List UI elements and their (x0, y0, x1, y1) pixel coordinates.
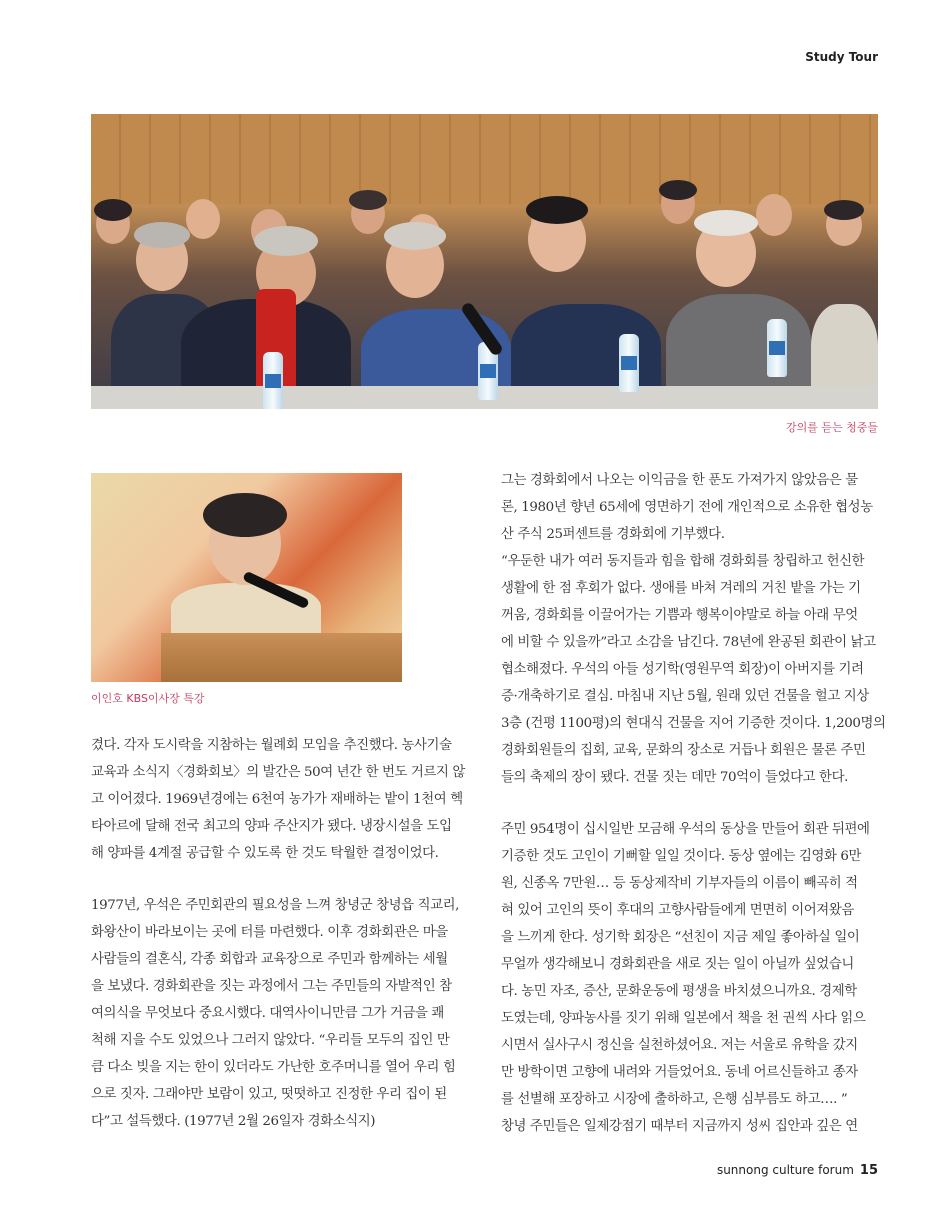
paragraph-line: 1977년, 우석은 주민회관의 필요성을 느껴 창녕군 창녕읍 직교리, (91, 898, 460, 913)
paragraph-line: 을 느끼게 한다. 성기학 회장은 “선친이 지금 제일 좋아하실 일이 (501, 930, 860, 945)
paragraph-line: 사람들의 결혼식, 각종 회합과 교육장으로 주민과 함께하는 세월 (91, 952, 448, 967)
paragraph-line: 원, 신종옥 7만원… 등 동상제작비 기부자들의 이름이 빼곡히 적 (501, 876, 858, 891)
right-column-text (501, 467, 886, 1140)
paragraph-line: 기증한 것도 고인이 기뻐할 일일 것이다. 동상 옆에는 김영화 6만 (501, 849, 862, 864)
paragraph-line: 교육과 소식지〈경화회보〉의 발간은 50여 년간 한 번도 거르지 않 (91, 765, 465, 780)
paragraph-gap (501, 791, 886, 816)
water-bottle-icon (767, 319, 787, 377)
audience-hair (659, 180, 697, 200)
paragraph-line: 생활에 한 점 후회가 없다. 생애를 바쳐 겨레의 거친 밭을 가는 기 (501, 581, 861, 596)
wood-wall (91, 114, 878, 204)
publication-name: sunnong culture forum (716, 1163, 854, 1177)
paragraph-line: 해 양파를 4계절 공급할 수 있도록 한 것도 탁월한 결정이었다. (91, 846, 439, 861)
paragraph-line: 들의 축제의 장이 됐다. 건물 짓는 데만 70억이 들었다고 한다. (501, 770, 848, 785)
audience-hair (254, 226, 318, 256)
water-bottle-icon (619, 334, 639, 392)
paragraph-line: 여의식을 무엇보다 중요시했다. 대역사이니만큼 그가 거금을 쾌 (91, 1006, 444, 1021)
paragraph-line: 겼다. 각자 도시락을 지참하는 월례회 모임을 추진했다. 농사기술 (91, 738, 452, 753)
page-number: 15 (859, 1163, 878, 1178)
paragraph-line: 타아르에 달해 전국 최고의 양파 주산지가 됐다. 냉장시설을 도입 (91, 819, 452, 834)
speaker-photo (91, 473, 402, 682)
top-photo-caption: 강의를 듣는 청중들 (785, 421, 878, 434)
water-bottle-icon (263, 352, 283, 409)
paragraph-line: 화왕산이 바라보이는 곳에 터를 마련했다. 이후 경화회관은 마을 (91, 925, 448, 940)
paragraph-line: 도였는데, 양파농사를 짓기 위해 일본에서 책을 천 권씩 사다 읽으 (501, 1011, 866, 1026)
paragraph-line: “우둔한 내가 여러 동지들과 힘을 합해 경화회를 창립하고 헌신한 (501, 554, 865, 569)
audience-hair (134, 222, 190, 248)
paragraph-line: 시면서 실사구시 정신을 실천하셨어요. 저는 서울로 유학을 갔지 (501, 1038, 858, 1053)
left-column-text (91, 732, 465, 1135)
paragraph-line: 산 주식 25퍼센트를 경화회에 기부했다. (501, 527, 725, 542)
paragraph-line: 꺼움, 경화회를 이끌어가는 기쁨과 행복이야말로 하늘 아래 무엇 (501, 608, 858, 623)
audience-hair (694, 210, 758, 236)
paragraph-line: 만 방학이면 고향에 내려와 거들었어요. 동네 어르신들하고 종자 (501, 1065, 858, 1080)
paragraph-line: 다”고 설득했다. (1977년 2월 26일자 경화소식지) (91, 1114, 376, 1129)
page-footer (717, 1163, 878, 1178)
paragraph-line: 무얼까 생각해보니 경화회관을 새로 짓는 일이 아닐까 싶었습니 (501, 957, 854, 972)
paragraph-line: 다. 농민 자조, 증산, 문화운동에 평생을 바치셨으니까요. 경제학 (501, 984, 857, 999)
paragraph-line: 론, 1980년 향년 65세에 영면하기 전에 개인적으로 소유한 협성농 (501, 500, 873, 515)
speaker-hair (203, 493, 287, 537)
audience-hair (526, 196, 588, 224)
audience-hair (94, 199, 132, 221)
paragraph-line: 혀 있어 고인의 뜻이 후대의 고향사람들에게 면면히 이어져왔음 (501, 903, 854, 918)
paragraph-line: 증·개축하기로 결심. 마침내 지난 5월, 원래 있던 건물을 헐고 지상 (501, 689, 869, 704)
paragraph-gap (91, 867, 465, 892)
podium (161, 633, 402, 682)
paragraph-line: 창녕 주민들은 일제강점기 때부터 지금까지 성씨 집안과 깊은 연 (501, 1119, 858, 1134)
paragraph-line: 3층 (건평 1100평)의 현대식 건물을 지어 기증한 것이다. 1,200명의 (501, 716, 886, 731)
audience-hair (384, 222, 446, 250)
paragraph-line: 그는 경화회에서 나오는 이익금을 한 푼도 가져가지 않았음은 물 (501, 473, 858, 488)
paragraph-line: 에 비할 수 있을까”라고 소감을 남긴다. 78년에 완공된 회관이 낡고 (501, 635, 876, 650)
paragraph-line: 경화회원들의 집회, 교육, 문화의 장소로 거듭나 회원은 물론 주민 (501, 743, 866, 758)
audience-head (186, 199, 220, 239)
paragraph-line: 협소해졌다. 우석의 아들 성기학(영원무역 회장)이 아버지를 기려 (501, 662, 864, 677)
audience-hair (349, 190, 387, 210)
section-title: Study Tour (805, 50, 878, 64)
paragraph-line: 으로 짓자. 그래야만 보람이 있고, 떳떳하고 진정한 우리 집이 된 (91, 1087, 447, 1102)
paragraph-line: 고 이어졌다. 1969년경에는 6천여 농가가 재배하는 밭이 1천여 헥 (91, 792, 463, 807)
left-photo-caption: 이인호 KBS이사장 특강 (91, 692, 205, 705)
paragraph-line: 를 선별해 포장하고 시장에 출하하고, 은행 심부름도 하고…. ” (501, 1092, 848, 1107)
paragraph-line: 척해 지을 수도 있었으나 그러지 않았다. “우리들 모두의 집인 만 (91, 1033, 450, 1048)
paragraph-line: 주민 954명이 십시일반 모금해 우석의 동상을 만들어 회관 뒤편에 (501, 822, 870, 837)
paragraph-line: 큼 다소 빚을 지는 한이 있더라도 가난한 호주머니를 열어 우리 힘 (91, 1060, 456, 1075)
audience-hair (824, 200, 864, 220)
audience-head (756, 194, 792, 236)
paragraph-line: 을 보냈다. 경화회관을 짓는 과정에서 그는 주민들의 자발적인 참 (91, 979, 452, 994)
audience-photo (91, 114, 878, 409)
